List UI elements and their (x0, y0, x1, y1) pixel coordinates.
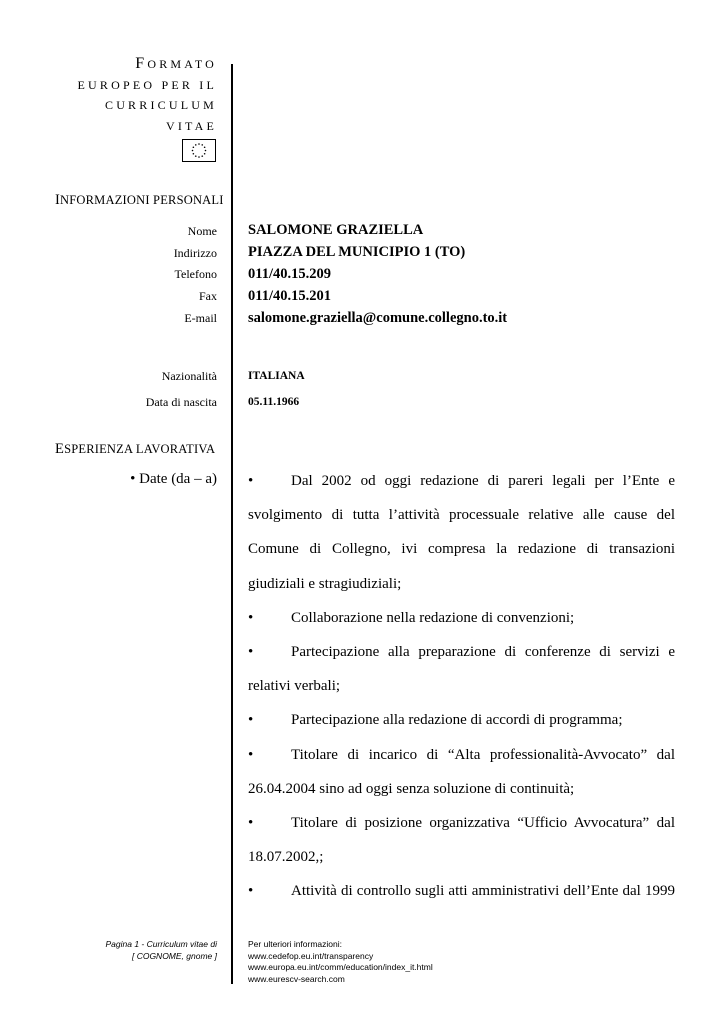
section-personal-info: INFORMAZIONI PERSONALI (55, 192, 224, 208)
label-name: Nome (187, 224, 217, 238)
title-line-1: FORMATO (135, 55, 217, 72)
label-fax: Fax (199, 289, 217, 303)
flag-star (192, 150, 194, 152)
column-divider (231, 64, 233, 984)
bullet: • (248, 609, 254, 626)
section-work-experience: ESPERIENZA LAVORATIVA (55, 441, 216, 457)
flag-star (195, 155, 197, 157)
bullet: • (248, 644, 254, 661)
title-line-3: CURRICULUM (104, 98, 217, 112)
value-phone: 011/40.15.209 (248, 266, 331, 282)
list-item: • Dal 2002 od oggi redazione di pareri legali per l’Ente e svolgimento di tutta l’attività processuale relative alle cause del Comune di Collegno, ivi compresa la redazione di transazioni giudiziali e stragiudiziali; (248, 464, 675, 601)
bullet: • (248, 746, 254, 763)
flag-star (193, 153, 195, 155)
flag-star (198, 143, 200, 145)
list-item: • Collaborazione nella redazione di convenzioni; (248, 601, 675, 635)
value-name: SALOMONE GRAZIELLA (248, 222, 424, 238)
list-item: • Titolare di posizione organizzativa “Ufficio Avvocatura” dal 18.07.2002,; (248, 806, 675, 874)
list-item: • Partecipazione alla preparazione di conferenze di servizi e relativi verbali; (248, 635, 675, 703)
title-line-2: EUROPEO PER IL (77, 77, 217, 92)
flag-star (201, 155, 203, 157)
list-item: • Partecipazione alla redazione di accordi di programma; (248, 703, 675, 737)
value-address: PIAZZA DEL MUNICIPIO 1 (TO) (248, 244, 466, 260)
eu-flag-icon (182, 139, 216, 162)
footer-link: www.cedefop.eu.int/transparency (248, 950, 374, 961)
flag-star (204, 146, 206, 148)
flag-star (195, 144, 197, 146)
label-dates: • Date (da – a) (130, 471, 217, 487)
footer-page-info: Pagina 1 - Curriculum vitae di [ COGNOME, gnome ] (105, 939, 217, 961)
value-birth-date: 05.11.1966 (248, 396, 300, 408)
footer-link: www.eurescv-search.com (248, 973, 345, 984)
bullet: • (248, 712, 254, 729)
footer-links (248, 939, 433, 985)
title-line-4: VITAE (165, 118, 217, 133)
experience-list (248, 464, 675, 909)
list-item: • Attività di controllo sugli atti amministrativi dell’Ente dal 1999 (248, 874, 675, 908)
bullet: • (248, 473, 254, 489)
label-nationality: Nazionalità (161, 369, 217, 383)
footer-link: www.europa.eu.int/comm/education/index_it.html (248, 962, 433, 972)
value-nationality: ITALIANA (248, 370, 305, 382)
cv-format-title (78, 54, 217, 136)
value-email: salomone.graziella@comune.collegno.to.it (248, 310, 508, 326)
label-birth-date: Data di nascita (145, 395, 217, 409)
label-email: E-mail (184, 311, 217, 325)
label-address: Indirizzo (173, 246, 217, 260)
flag-star (205, 150, 207, 152)
flag-star (198, 156, 200, 158)
flag-star (193, 146, 195, 148)
flag-star (201, 144, 203, 146)
bullet: • (248, 883, 254, 900)
value-fax: 011/40.15.201 (248, 288, 331, 304)
bullet: • (248, 815, 254, 832)
footer-info-heading: Per ulteriori informazioni: (248, 939, 343, 949)
list-item: • Titolare di incarico di “Alta professionalità-Avvocato” dal 26.04.2004 sino ad oggi senza soluzione di continuità; (248, 738, 675, 806)
flag-star (204, 153, 206, 155)
label-phone: Telefono (174, 267, 217, 281)
